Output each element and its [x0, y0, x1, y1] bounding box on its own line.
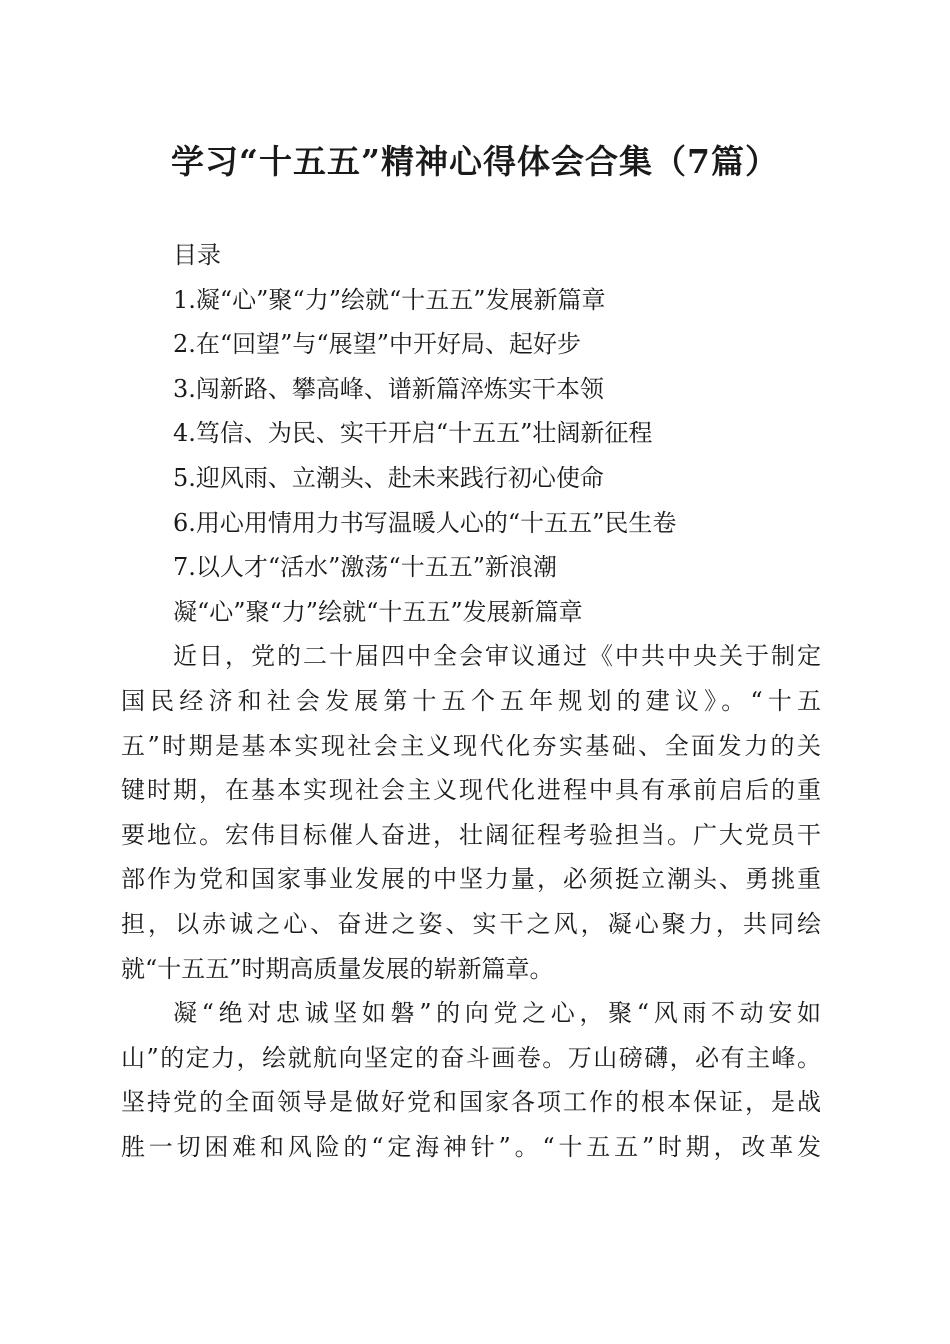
toc-item: 1.凝“心”聚“力”绘就“十五五”发展新篇章 [173, 285, 606, 314]
toc-item: 5.迎风雨、立潮头、赴未来践行初心使命 [173, 463, 604, 492]
paragraph [121, 991, 821, 1169]
paragraph-line: 部作为党和国家事业发展的中坚力量，必须挺立潮头、勇挑重 [121, 865, 821, 894]
document-body [121, 233, 821, 1169]
toc-item: 4.笃信、为民、实干开启“十五五”壮阔新征程 [173, 419, 653, 448]
document-title: 学习“十五五”精神心得体会合集（7篇） [171, 142, 779, 181]
toc-heading: 目录 [173, 241, 221, 269]
paragraph-line: 胜一切困难和风险的“定海神针”。“十五五”时期，改革发 [121, 1132, 821, 1161]
paragraph-line: 凝“绝对忠诚坚如磐”的向党之心，聚“风雨不动安如 [173, 999, 821, 1028]
paragraph-line: 要地位。宏伟目标催人奋进，壮阔征程考验担当。广大党员干 [121, 820, 821, 849]
toc-item: 3.闯新路、攀高峰、谱新篇淬炼实干本领 [173, 374, 604, 403]
toc-item: 7.以人才“活水”激荡“十五五”新浪潮 [173, 553, 557, 582]
paragraph-line: 近日，党的二十届四中全会审议通过《中共中央关于制定 [173, 642, 821, 671]
paragraph [121, 634, 821, 991]
paragraph-line: 键时期，在基本实现社会主义现代化进程中具有承前启后的重 [121, 776, 821, 805]
toc-item: 2.在“回望”与“展望”中开好局、起好步 [173, 330, 581, 359]
paragraph-line: 担，以赤诚之心、奋进之姿、实干之风，凝心聚力，共同绘 [121, 909, 821, 938]
paragraph-line: 坚持党的全面领导是做好党和国家各项工作的根本保证，是战 [121, 1088, 821, 1117]
toc-item: 6.用心用情用力书写温暖人心的“十五五”民生卷 [173, 508, 677, 537]
paragraph-line: 山”的定力，绘就航向坚定的奋斗画卷。万山磅礴，必有主峰。 [121, 1043, 821, 1072]
article-heading: 凝“心”聚“力”绘就“十五五”发展新篇章 [173, 597, 583, 626]
paragraph-line: 就“十五五”时期高质量发展的崭新篇章。 [121, 954, 554, 983]
paragraph-line: 国民经济和社会发展第十五个五年规划的建议》。“十五 [121, 686, 821, 715]
paragraph-line: 五”时期是基本实现社会主义现代化夯实基础、全面发力的关 [121, 731, 821, 760]
toc-list [121, 278, 821, 590]
